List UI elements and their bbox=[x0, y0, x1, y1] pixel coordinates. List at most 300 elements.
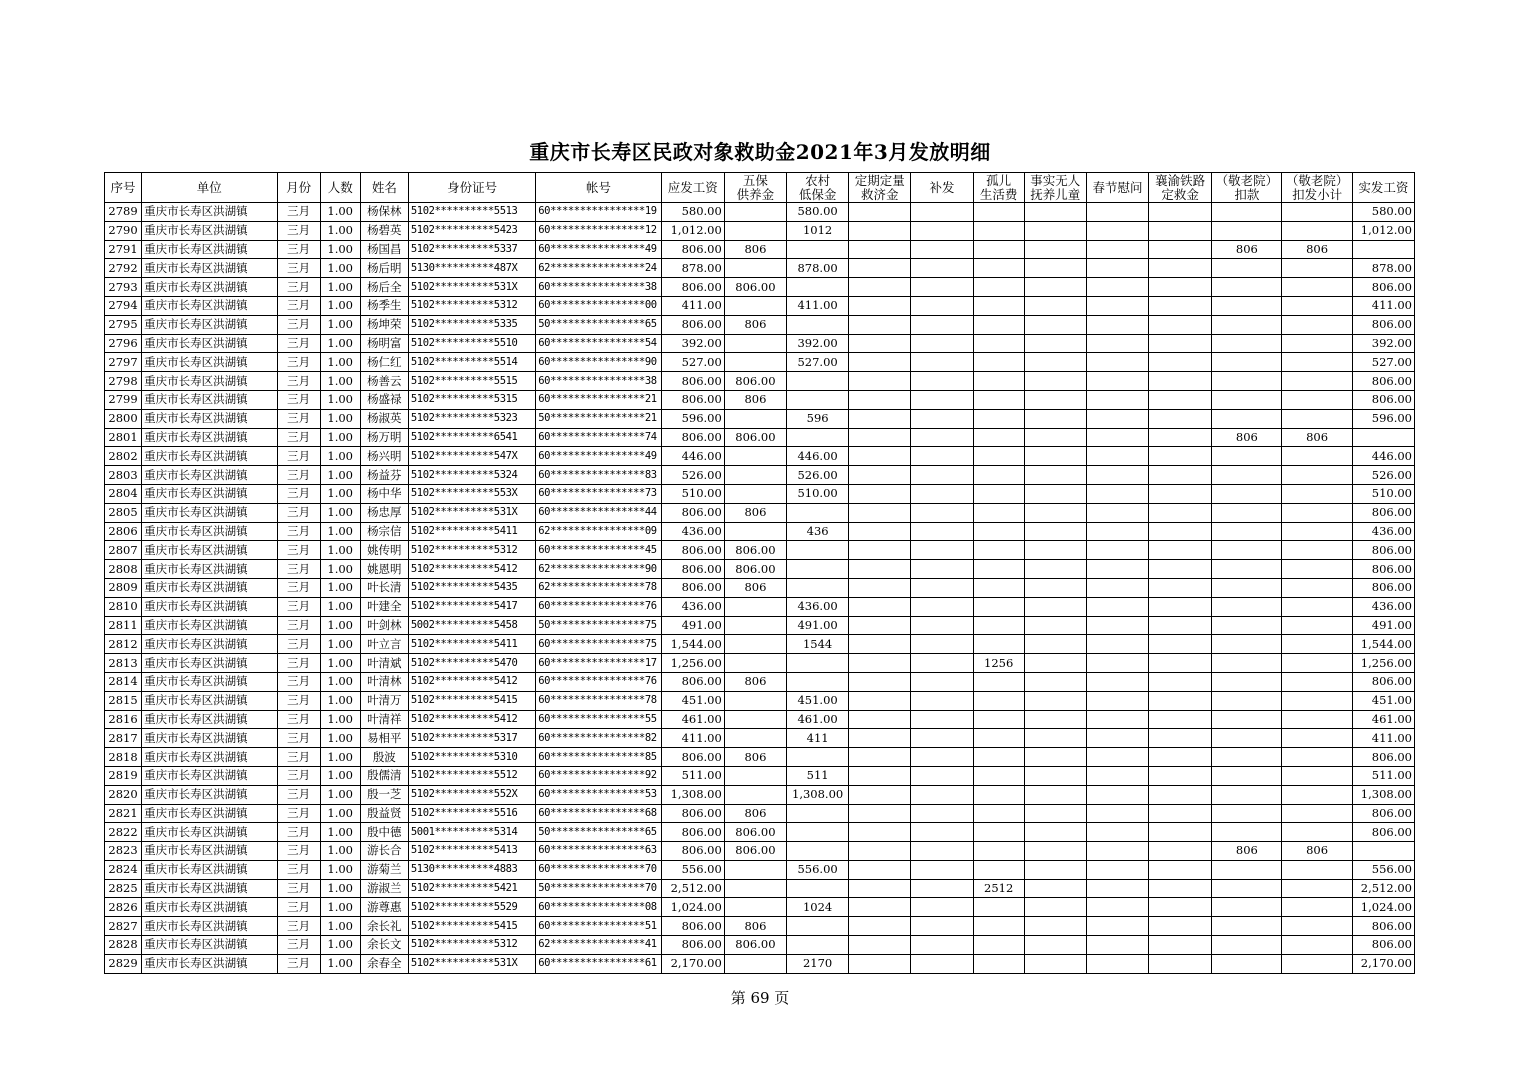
column-header-label: 实发工资 bbox=[1358, 179, 1409, 195]
cell-chunjie bbox=[1086, 842, 1148, 861]
table-row bbox=[105, 240, 1415, 259]
cell-kfxj: 806 bbox=[1282, 240, 1352, 259]
cell-seq: 2829 bbox=[105, 954, 142, 973]
column-header-label: 扣款 bbox=[1234, 186, 1260, 202]
cell-count: 1.00 bbox=[320, 409, 360, 428]
cell-paid: 806.00 bbox=[1352, 372, 1414, 391]
cell-guer bbox=[973, 954, 1024, 973]
cell-shishi bbox=[1024, 729, 1086, 748]
cell-paid: 1,544.00 bbox=[1352, 635, 1414, 654]
column-header-month bbox=[277, 173, 320, 203]
cell-seq: 2818 bbox=[105, 748, 142, 767]
cell-unit: 重庆市长寿区洪湖镇 bbox=[142, 484, 277, 503]
cell-shishi bbox=[1024, 447, 1086, 466]
cell-id: 5102**********5337 bbox=[408, 240, 535, 259]
cell-name: 杨善云 bbox=[360, 372, 408, 391]
cell-guer bbox=[973, 503, 1024, 522]
cell-paid: 446.00 bbox=[1352, 447, 1414, 466]
cell-month: 三月 bbox=[277, 936, 320, 955]
cell-kk bbox=[1212, 804, 1282, 823]
cell-count: 1.00 bbox=[320, 560, 360, 579]
cell-count: 1.00 bbox=[320, 447, 360, 466]
table-body bbox=[105, 203, 1415, 974]
cell-unit: 重庆市长寿区洪湖镇 bbox=[142, 447, 277, 466]
cell-seq: 2815 bbox=[105, 691, 142, 710]
cell-guer bbox=[973, 353, 1024, 372]
cell-chunjie bbox=[1086, 541, 1148, 560]
cell-name: 杨淑英 bbox=[360, 409, 408, 428]
cell-xiangyu bbox=[1149, 766, 1212, 785]
column-header-xiangyu bbox=[1149, 173, 1212, 203]
cell-unit: 重庆市长寿区洪湖镇 bbox=[142, 748, 277, 767]
cell-chunjie bbox=[1086, 879, 1148, 898]
cell-month: 三月 bbox=[277, 842, 320, 861]
cell-id: 5102**********5513 bbox=[408, 203, 535, 222]
cell-chunjie bbox=[1086, 766, 1148, 785]
cell-seq: 2827 bbox=[105, 917, 142, 936]
cell-count: 1.00 bbox=[320, 484, 360, 503]
table-row bbox=[105, 654, 1415, 673]
cell-paid: 1,012.00 bbox=[1352, 221, 1414, 240]
table-row bbox=[105, 823, 1415, 842]
cell-wubao bbox=[724, 466, 786, 485]
cell-xiangyu bbox=[1149, 654, 1212, 673]
cell-kk bbox=[1212, 466, 1282, 485]
cell-count: 1.00 bbox=[320, 541, 360, 560]
cell-bufa bbox=[911, 428, 973, 447]
cell-count: 1.00 bbox=[320, 466, 360, 485]
column-header-kfxj bbox=[1282, 173, 1352, 203]
cell-seq: 2805 bbox=[105, 503, 142, 522]
cell-shishi bbox=[1024, 560, 1086, 579]
cell-id: 5102**********5411 bbox=[408, 635, 535, 654]
cell-due: 2,512.00 bbox=[661, 879, 724, 898]
cell-name: 叶清祥 bbox=[360, 710, 408, 729]
cell-count: 1.00 bbox=[320, 729, 360, 748]
cell-dingqi bbox=[849, 578, 911, 597]
cell-id: 5102**********5413 bbox=[408, 842, 535, 861]
cell-shishi bbox=[1024, 428, 1086, 447]
cell-kfxj bbox=[1282, 560, 1352, 579]
cell-due: 2,170.00 bbox=[661, 954, 724, 973]
cell-seq: 2820 bbox=[105, 785, 142, 804]
cell-guer bbox=[973, 691, 1024, 710]
cell-kk bbox=[1212, 860, 1282, 879]
cell-wubao bbox=[724, 879, 786, 898]
cell-xiangyu bbox=[1149, 315, 1212, 334]
cell-xiangyu bbox=[1149, 917, 1212, 936]
cell-unit: 重庆市长寿区洪湖镇 bbox=[142, 842, 277, 861]
cell-seq: 2810 bbox=[105, 597, 142, 616]
cell-dibao: 451.00 bbox=[787, 691, 849, 710]
cell-month: 三月 bbox=[277, 691, 320, 710]
cell-wubao bbox=[724, 221, 786, 240]
cell-chunjie bbox=[1086, 240, 1148, 259]
cell-dibao bbox=[787, 503, 849, 522]
cell-wubao bbox=[724, 654, 786, 673]
cell-guer bbox=[973, 203, 1024, 222]
cell-kk: 806 bbox=[1212, 428, 1282, 447]
table-row bbox=[105, 672, 1415, 691]
table-row bbox=[105, 503, 1415, 522]
cell-seq: 2799 bbox=[105, 390, 142, 409]
cell-bufa bbox=[911, 560, 973, 579]
cell-dibao: 556.00 bbox=[787, 860, 849, 879]
cell-count: 1.00 bbox=[320, 203, 360, 222]
cell-wubao: 806.00 bbox=[724, 842, 786, 861]
cell-month: 三月 bbox=[277, 748, 320, 767]
cell-bufa bbox=[911, 409, 973, 428]
cell-wubao: 806 bbox=[724, 672, 786, 691]
cell-wubao bbox=[724, 334, 786, 353]
cell-unit: 重庆市长寿区洪湖镇 bbox=[142, 240, 277, 259]
cell-dibao bbox=[787, 823, 849, 842]
cell-wubao: 806.00 bbox=[724, 428, 786, 447]
table-row bbox=[105, 616, 1415, 635]
cell-bufa bbox=[911, 503, 973, 522]
cell-name: 杨明富 bbox=[360, 334, 408, 353]
cell-xiangyu bbox=[1149, 804, 1212, 823]
cell-id: 5102**********5411 bbox=[408, 522, 535, 541]
cell-name: 殷儒清 bbox=[360, 766, 408, 785]
cell-shishi bbox=[1024, 936, 1086, 955]
column-header-shishi bbox=[1024, 173, 1086, 203]
cell-guer bbox=[973, 240, 1024, 259]
cell-xiangyu bbox=[1149, 428, 1212, 447]
cell-kfxj bbox=[1282, 785, 1352, 804]
cell-bufa bbox=[911, 710, 973, 729]
cell-kk bbox=[1212, 691, 1282, 710]
table-row bbox=[105, 203, 1415, 222]
cell-acct: 60****************82 bbox=[536, 729, 661, 748]
table-row bbox=[105, 578, 1415, 597]
cell-name: 易相平 bbox=[360, 729, 408, 748]
cell-kk bbox=[1212, 259, 1282, 278]
cell-acct: 60****************76 bbox=[536, 597, 661, 616]
cell-acct: 60****************00 bbox=[536, 296, 661, 315]
cell-due: 596.00 bbox=[661, 409, 724, 428]
cell-paid: 411.00 bbox=[1352, 729, 1414, 748]
cell-shishi bbox=[1024, 278, 1086, 297]
cell-due: 806.00 bbox=[661, 240, 724, 259]
column-header-label: 襄渝铁路 bbox=[1155, 172, 1206, 188]
cell-paid: 451.00 bbox=[1352, 691, 1414, 710]
cell-unit: 重庆市长寿区洪湖镇 bbox=[142, 823, 277, 842]
cell-dingqi bbox=[849, 503, 911, 522]
cell-dingqi bbox=[849, 278, 911, 297]
cell-kfxj bbox=[1282, 409, 1352, 428]
cell-acct: 60****************70 bbox=[536, 860, 661, 879]
cell-name: 叶长清 bbox=[360, 578, 408, 597]
cell-kk bbox=[1212, 654, 1282, 673]
cell-unit: 重庆市长寿区洪湖镇 bbox=[142, 390, 277, 409]
cell-name: 叶清斌 bbox=[360, 654, 408, 673]
cell-due: 556.00 bbox=[661, 860, 724, 879]
cell-due: 806.00 bbox=[661, 917, 724, 936]
cell-paid: 511.00 bbox=[1352, 766, 1414, 785]
cell-guer bbox=[973, 466, 1024, 485]
cell-dingqi bbox=[849, 766, 911, 785]
cell-name: 杨宗信 bbox=[360, 522, 408, 541]
cell-paid bbox=[1352, 842, 1414, 861]
cell-seq: 2824 bbox=[105, 860, 142, 879]
cell-month: 三月 bbox=[277, 879, 320, 898]
cell-dingqi bbox=[849, 842, 911, 861]
cell-id: 5102**********531X bbox=[408, 503, 535, 522]
cell-dibao bbox=[787, 842, 849, 861]
cell-name: 杨坤荣 bbox=[360, 315, 408, 334]
column-header-unit bbox=[142, 173, 277, 203]
column-header-label: 定期定量 bbox=[854, 172, 905, 188]
cell-dibao: 392.00 bbox=[787, 334, 849, 353]
cell-kk bbox=[1212, 484, 1282, 503]
cell-bufa bbox=[911, 672, 973, 691]
table-row bbox=[105, 278, 1415, 297]
cell-id: 5102**********5514 bbox=[408, 353, 535, 372]
cell-chunjie bbox=[1086, 466, 1148, 485]
cell-acct: 60****************49 bbox=[536, 447, 661, 466]
cell-unit: 重庆市长寿区洪湖镇 bbox=[142, 522, 277, 541]
cell-kk bbox=[1212, 578, 1282, 597]
table-row bbox=[105, 917, 1415, 936]
table-row bbox=[105, 842, 1415, 861]
cell-xiangyu bbox=[1149, 503, 1212, 522]
cell-unit: 重庆市长寿区洪湖镇 bbox=[142, 654, 277, 673]
cell-month: 三月 bbox=[277, 296, 320, 315]
cell-wubao bbox=[724, 860, 786, 879]
cell-due: 436.00 bbox=[661, 597, 724, 616]
cell-name: 杨国昌 bbox=[360, 240, 408, 259]
cell-dingqi bbox=[849, 522, 911, 541]
cell-wubao bbox=[724, 522, 786, 541]
cell-unit: 重庆市长寿区洪湖镇 bbox=[142, 597, 277, 616]
cell-paid: 556.00 bbox=[1352, 860, 1414, 879]
cell-name: 杨中华 bbox=[360, 484, 408, 503]
cell-due: 1,256.00 bbox=[661, 654, 724, 673]
table-header bbox=[105, 173, 1415, 203]
cell-dingqi bbox=[849, 372, 911, 391]
cell-id: 5102**********5417 bbox=[408, 597, 535, 616]
cell-acct: 50****************65 bbox=[536, 823, 661, 842]
cell-wubao bbox=[724, 898, 786, 917]
cell-kfxj bbox=[1282, 748, 1352, 767]
cell-shishi bbox=[1024, 484, 1086, 503]
cell-month: 三月 bbox=[277, 672, 320, 691]
cell-month: 三月 bbox=[277, 823, 320, 842]
cell-acct: 60****************92 bbox=[536, 766, 661, 785]
cell-dibao bbox=[787, 240, 849, 259]
cell-month: 三月 bbox=[277, 635, 320, 654]
cell-kk bbox=[1212, 315, 1282, 334]
cell-guer bbox=[973, 860, 1024, 879]
cell-id: 5001**********5314 bbox=[408, 823, 535, 842]
cell-xiangyu bbox=[1149, 560, 1212, 579]
cell-paid: 411.00 bbox=[1352, 296, 1414, 315]
cell-kk bbox=[1212, 917, 1282, 936]
cell-dibao bbox=[787, 748, 849, 767]
cell-wubao: 806 bbox=[724, 503, 786, 522]
cell-id: 5102**********5324 bbox=[408, 466, 535, 485]
cell-kfxj bbox=[1282, 729, 1352, 748]
cell-month: 三月 bbox=[277, 616, 320, 635]
cell-seq: 2806 bbox=[105, 522, 142, 541]
column-header-label: 救济金 bbox=[861, 186, 899, 202]
cell-unit: 重庆市长寿区洪湖镇 bbox=[142, 898, 277, 917]
cell-paid: 491.00 bbox=[1352, 616, 1414, 635]
cell-count: 1.00 bbox=[320, 879, 360, 898]
cell-wubao: 806 bbox=[724, 917, 786, 936]
cell-paid: 526.00 bbox=[1352, 466, 1414, 485]
cell-dingqi bbox=[849, 409, 911, 428]
cell-paid: 596.00 bbox=[1352, 409, 1414, 428]
cell-chunjie bbox=[1086, 710, 1148, 729]
cell-shishi bbox=[1024, 409, 1086, 428]
cell-dibao bbox=[787, 917, 849, 936]
cell-kfxj bbox=[1282, 898, 1352, 917]
column-header-seq bbox=[105, 173, 142, 203]
cell-kk bbox=[1212, 409, 1282, 428]
cell-acct: 62****************78 bbox=[536, 578, 661, 597]
cell-seq: 2798 bbox=[105, 372, 142, 391]
cell-due: 510.00 bbox=[661, 484, 724, 503]
cell-bufa bbox=[911, 804, 973, 823]
cell-chunjie bbox=[1086, 409, 1148, 428]
cell-kk bbox=[1212, 541, 1282, 560]
cell-id: 5102**********5510 bbox=[408, 334, 535, 353]
cell-count: 1.00 bbox=[320, 954, 360, 973]
cell-paid: 806.00 bbox=[1352, 804, 1414, 823]
cell-xiangyu bbox=[1149, 691, 1212, 710]
cell-chunjie bbox=[1086, 804, 1148, 823]
cell-xiangyu bbox=[1149, 785, 1212, 804]
cell-chunjie bbox=[1086, 334, 1148, 353]
cell-kfxj bbox=[1282, 334, 1352, 353]
cell-dingqi bbox=[849, 804, 911, 823]
cell-kfxj bbox=[1282, 522, 1352, 541]
cell-paid: 878.00 bbox=[1352, 259, 1414, 278]
cell-kfxj bbox=[1282, 484, 1352, 503]
cell-month: 三月 bbox=[277, 503, 320, 522]
cell-dibao bbox=[787, 278, 849, 297]
cell-id: 5102**********5312 bbox=[408, 296, 535, 315]
cell-shishi bbox=[1024, 672, 1086, 691]
cell-guer bbox=[973, 898, 1024, 917]
cell-due: 806.00 bbox=[661, 390, 724, 409]
cell-chunjie bbox=[1086, 353, 1148, 372]
cell-guer bbox=[973, 334, 1024, 353]
cell-due: 392.00 bbox=[661, 334, 724, 353]
cell-kfxj bbox=[1282, 917, 1352, 936]
cell-xiangyu bbox=[1149, 353, 1212, 372]
cell-chunjie bbox=[1086, 691, 1148, 710]
cell-wubao bbox=[724, 597, 786, 616]
cell-due: 806.00 bbox=[661, 578, 724, 597]
table-row bbox=[105, 259, 1415, 278]
cell-wubao: 806.00 bbox=[724, 560, 786, 579]
cell-guer bbox=[973, 541, 1024, 560]
cell-id: 5102**********6541 bbox=[408, 428, 535, 447]
cell-month: 三月 bbox=[277, 390, 320, 409]
cell-kfxj bbox=[1282, 597, 1352, 616]
cell-bufa bbox=[911, 522, 973, 541]
cell-kfxj bbox=[1282, 353, 1352, 372]
cell-wubao: 806 bbox=[724, 390, 786, 409]
table-row bbox=[105, 296, 1415, 315]
cell-kfxj bbox=[1282, 221, 1352, 240]
cell-month: 三月 bbox=[277, 785, 320, 804]
cell-id: 5102**********5412 bbox=[408, 710, 535, 729]
table-row bbox=[105, 804, 1415, 823]
cell-guer bbox=[973, 729, 1024, 748]
cell-kk bbox=[1212, 278, 1282, 297]
cell-id: 5102**********5317 bbox=[408, 729, 535, 748]
cell-dibao bbox=[787, 936, 849, 955]
cell-dibao: 461.00 bbox=[787, 710, 849, 729]
cell-dingqi bbox=[849, 954, 911, 973]
cell-count: 1.00 bbox=[320, 503, 360, 522]
cell-month: 三月 bbox=[277, 447, 320, 466]
cell-seq: 2790 bbox=[105, 221, 142, 240]
cell-kfxj bbox=[1282, 672, 1352, 691]
cell-month: 三月 bbox=[277, 203, 320, 222]
cell-shishi bbox=[1024, 860, 1086, 879]
column-header-acct bbox=[536, 173, 661, 203]
cell-xiangyu bbox=[1149, 484, 1212, 503]
cell-dingqi bbox=[849, 823, 911, 842]
cell-due: 580.00 bbox=[661, 203, 724, 222]
cell-seq: 2789 bbox=[105, 203, 142, 222]
cell-paid: 806.00 bbox=[1352, 672, 1414, 691]
cell-acct: 60****************21 bbox=[536, 390, 661, 409]
table-row bbox=[105, 353, 1415, 372]
table-row bbox=[105, 729, 1415, 748]
cell-xiangyu bbox=[1149, 898, 1212, 917]
page-title: 重庆市长寿区民政对象救助金2021年3月发放明细 bbox=[529, 140, 991, 164]
cell-shishi bbox=[1024, 503, 1086, 522]
cell-id: 5102**********5516 bbox=[408, 804, 535, 823]
cell-dibao: 411.00 bbox=[787, 296, 849, 315]
cell-wubao bbox=[724, 691, 786, 710]
cell-dibao: 1,308.00 bbox=[787, 785, 849, 804]
cell-chunjie bbox=[1086, 823, 1148, 842]
cell-bufa bbox=[911, 278, 973, 297]
column-header-label: （敬老院） bbox=[1285, 172, 1349, 188]
cell-kfxj bbox=[1282, 804, 1352, 823]
cell-acct: 50****************21 bbox=[536, 409, 661, 428]
cell-wubao: 806.00 bbox=[724, 278, 786, 297]
cell-acct: 60****************45 bbox=[536, 541, 661, 560]
cell-paid: 436.00 bbox=[1352, 522, 1414, 541]
table-row bbox=[105, 334, 1415, 353]
cell-seq: 2804 bbox=[105, 484, 142, 503]
cell-acct: 60****************49 bbox=[536, 240, 661, 259]
cell-xiangyu bbox=[1149, 203, 1212, 222]
cell-due: 527.00 bbox=[661, 353, 724, 372]
cell-dingqi bbox=[849, 616, 911, 635]
cell-id: 5102**********5470 bbox=[408, 654, 535, 673]
cell-dibao bbox=[787, 428, 849, 447]
cell-name: 杨忠厚 bbox=[360, 503, 408, 522]
cell-dingqi bbox=[849, 428, 911, 447]
cell-seq: 2816 bbox=[105, 710, 142, 729]
table-row bbox=[105, 560, 1415, 579]
cell-name: 余春全 bbox=[360, 954, 408, 973]
cell-chunjie bbox=[1086, 654, 1148, 673]
cell-paid: 806.00 bbox=[1352, 578, 1414, 597]
cell-guer: 1256 bbox=[973, 654, 1024, 673]
cell-id: 5102**********5323 bbox=[408, 409, 535, 428]
cell-kk bbox=[1212, 203, 1282, 222]
